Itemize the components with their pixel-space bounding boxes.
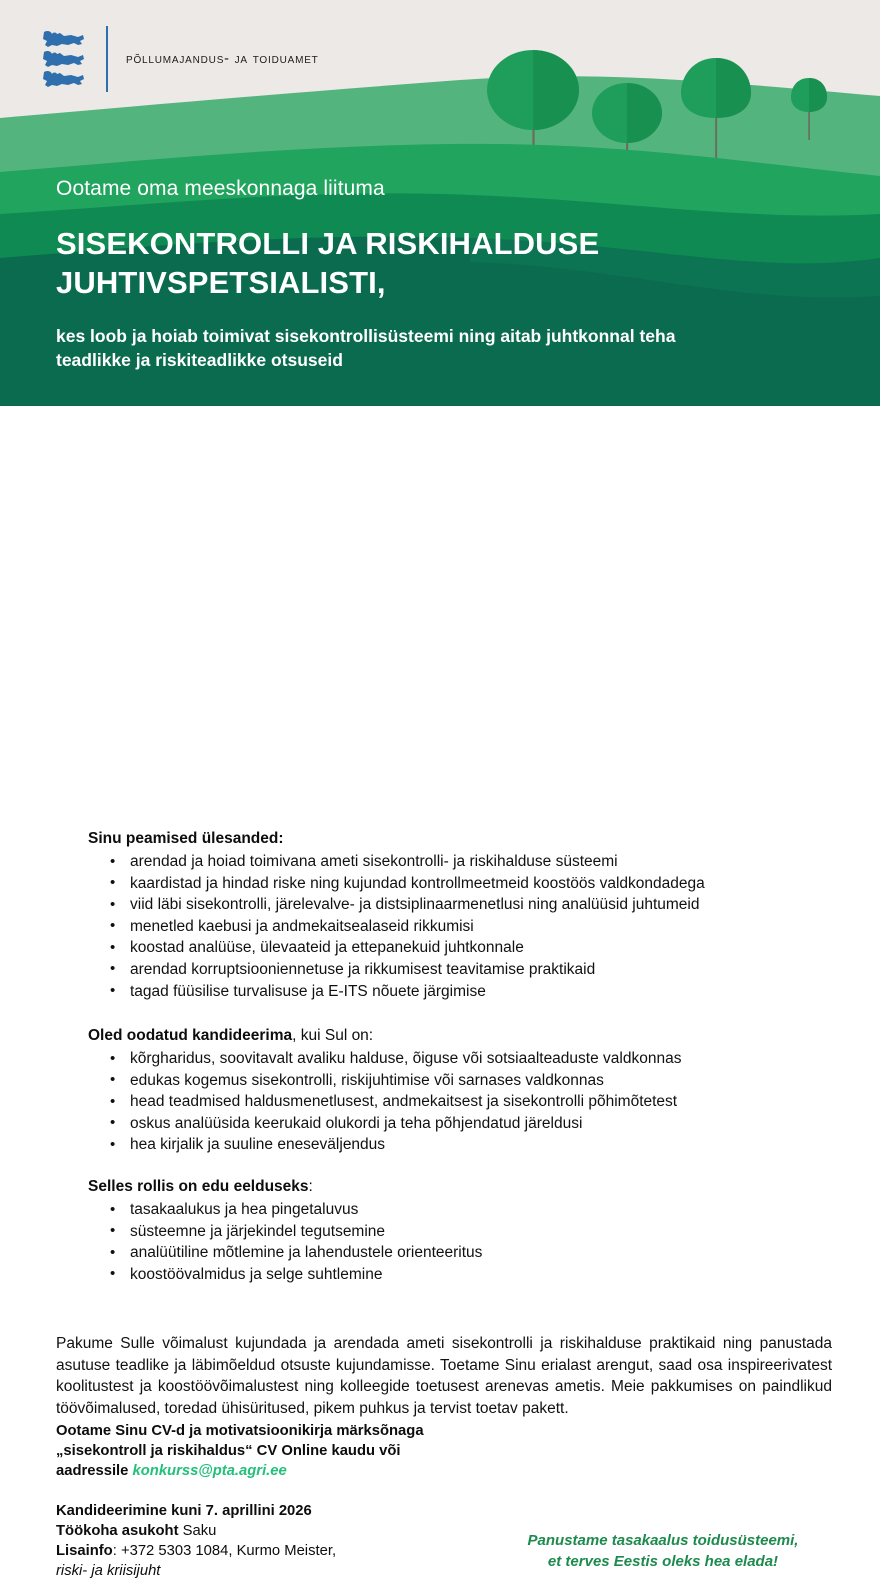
job-subtitle-line-2: teadlikke ja riskiteadlikke otsuseid: [56, 349, 343, 370]
job-title-line-2: JUHTIVSPETSIALISTI,: [56, 265, 386, 301]
organization-logo: [38, 26, 319, 92]
requirements-list: [88, 1048, 681, 1156]
work-location: [56, 1521, 486, 1541]
contact-info: [56, 1541, 486, 1561]
list-item: • koostad analüüse, ülevaateid ja ettepanekuid juhtkonnale: [88, 937, 705, 959]
logo-divider: [106, 26, 108, 92]
location-label: Töökoha asukoht: [56, 1523, 179, 1539]
organization-name: põllumajandus- ja toiduamet: [126, 51, 319, 67]
advantages-heading: [88, 1178, 313, 1196]
slogan-line-1: Panustame tasakaalus toidusüsteemi,: [527, 1532, 799, 1549]
organization-slogan: [468, 1530, 858, 1572]
list-item: • analüütiline mõtlemine ja lahendustele orienteeritus: [88, 1242, 482, 1264]
slogan-line-2: et terves Eestis oleks hea elada!: [547, 1553, 779, 1570]
application-deadline: Kandideerimine kuni 7. aprillini 2026: [56, 1503, 312, 1519]
list-item: • süsteemne ja järjekindel tegutsemine: [88, 1221, 482, 1243]
list-item: • tasakaalukus ja hea pingetaluvus: [88, 1199, 482, 1221]
list-item: • hea kirjalik ja suuline eneseväljendus: [88, 1134, 681, 1156]
advantages-heading-bold: Selles rollis on edu eelduseks: [88, 1178, 309, 1195]
list-item: • edukas kogemus sisekontrolli, riskijuhtimise või sarnases valdkonnas: [88, 1070, 681, 1092]
list-item: • viid läbi sisekontrolli, järelevalve- ja distsiplinaarmenetlusi ning analüüsid juhtumeid: [88, 894, 705, 916]
advantages-list: [88, 1199, 482, 1285]
advantages-heading-rest: :: [308, 1178, 313, 1195]
list-item: • arendad korruptsiooniennetuse ja rikkumisest teavitamise praktikaid: [88, 959, 705, 981]
offer-paragraph: Pakume Sulle võimalust kujundada ja arendada ameti sisekontrolli ja riskihalduse praktikaid ning panustada asutuse teadlike ja läbimõeldud otsuste kujundamisse. Toetame Sinu erialast arengut, saad osa inspireerivatest koolitustest ja koostöövõimalustest ning kolleegide toetusest arenevas ametis. Meie pakkumises on paindlikud töövõimalused, toredad ühisüritused, pikem puhkus ja tervist toetav pakett.: [56, 1335, 832, 1417]
hero-banner: [0, 0, 880, 406]
application-instructions: [56, 1421, 486, 1481]
tasks-list: [88, 851, 705, 1002]
location-value: Saku: [178, 1523, 217, 1539]
job-subtitle-line-1: kes loob ja hoiab toimivat sisekontrollisüsteemi ning aitab juhtkonnal teha: [56, 326, 676, 347]
hero-kicker: Ootame oma meeskonnaga liituma: [56, 177, 385, 200]
job-subtitle: [56, 325, 816, 372]
requirements-heading: [88, 1027, 373, 1045]
list-item: • menetled kaebusi ja andmekaitsealaseid rikkumisi: [88, 916, 705, 938]
tasks-heading: Sinu peamised ülesanded:: [88, 830, 284, 847]
apply-line-1: Ootame Sinu CV-d ja motivatsioonikirja märksõnaga: [56, 1423, 424, 1439]
job-title-line-1: SISEKONTROLLI JA RISKIHALDUSE: [56, 226, 600, 262]
apply-line-3: [56, 1461, 486, 1481]
job-title: [56, 224, 756, 302]
requirements-heading-rest: , kui Sul on:: [292, 1027, 374, 1044]
list-item: • tagad füüsilise turvalisuse ja E-ITS nõuete järgimise: [88, 981, 705, 1003]
list-item: • koostöövalmidus ja selge suhtlemine: [88, 1264, 482, 1286]
list-item: • head teadmised haldusmenetlusest, andmekaitsest ja sisekontrolli põhimõtetest: [88, 1091, 681, 1113]
position-details: [56, 1501, 486, 1581]
apply-line-2: „sisekontroll ja riskihaldus“ CV Online kaudu või: [56, 1443, 401, 1459]
estonian-coat-of-arms-icon: [38, 28, 90, 90]
list-item: • arendad ja hoiad toimivana ameti sisekontrolli- ja riskihalduse süsteemi: [88, 851, 705, 873]
requirements-heading-bold: Oled oodatud kandideerima: [88, 1027, 293, 1044]
hero-copy: [56, 176, 846, 372]
application-email-link[interactable]: konkurss@pta.agri.ee: [132, 1463, 287, 1479]
list-item: • oskus analüüsida keerukaid olukordi ja teha põhjendatud järeldusi: [88, 1113, 681, 1135]
contact-label: Lisainfo: [56, 1543, 113, 1559]
apply-address-label: aadressile: [56, 1463, 133, 1479]
contact-value: : +372 5303 1084, Kurmo Meister,: [112, 1543, 337, 1559]
contact-role: riski- ja kriisijuht: [56, 1563, 161, 1579]
list-item: • kaardistad ja hindad riske ning kujundad kontrollmeetmeid koostöös valdkondadega: [88, 873, 705, 895]
list-item: • kõrgharidus, soovitavalt avaliku halduse, õiguse või sotsiaalteaduste valdkonnas: [88, 1048, 681, 1070]
